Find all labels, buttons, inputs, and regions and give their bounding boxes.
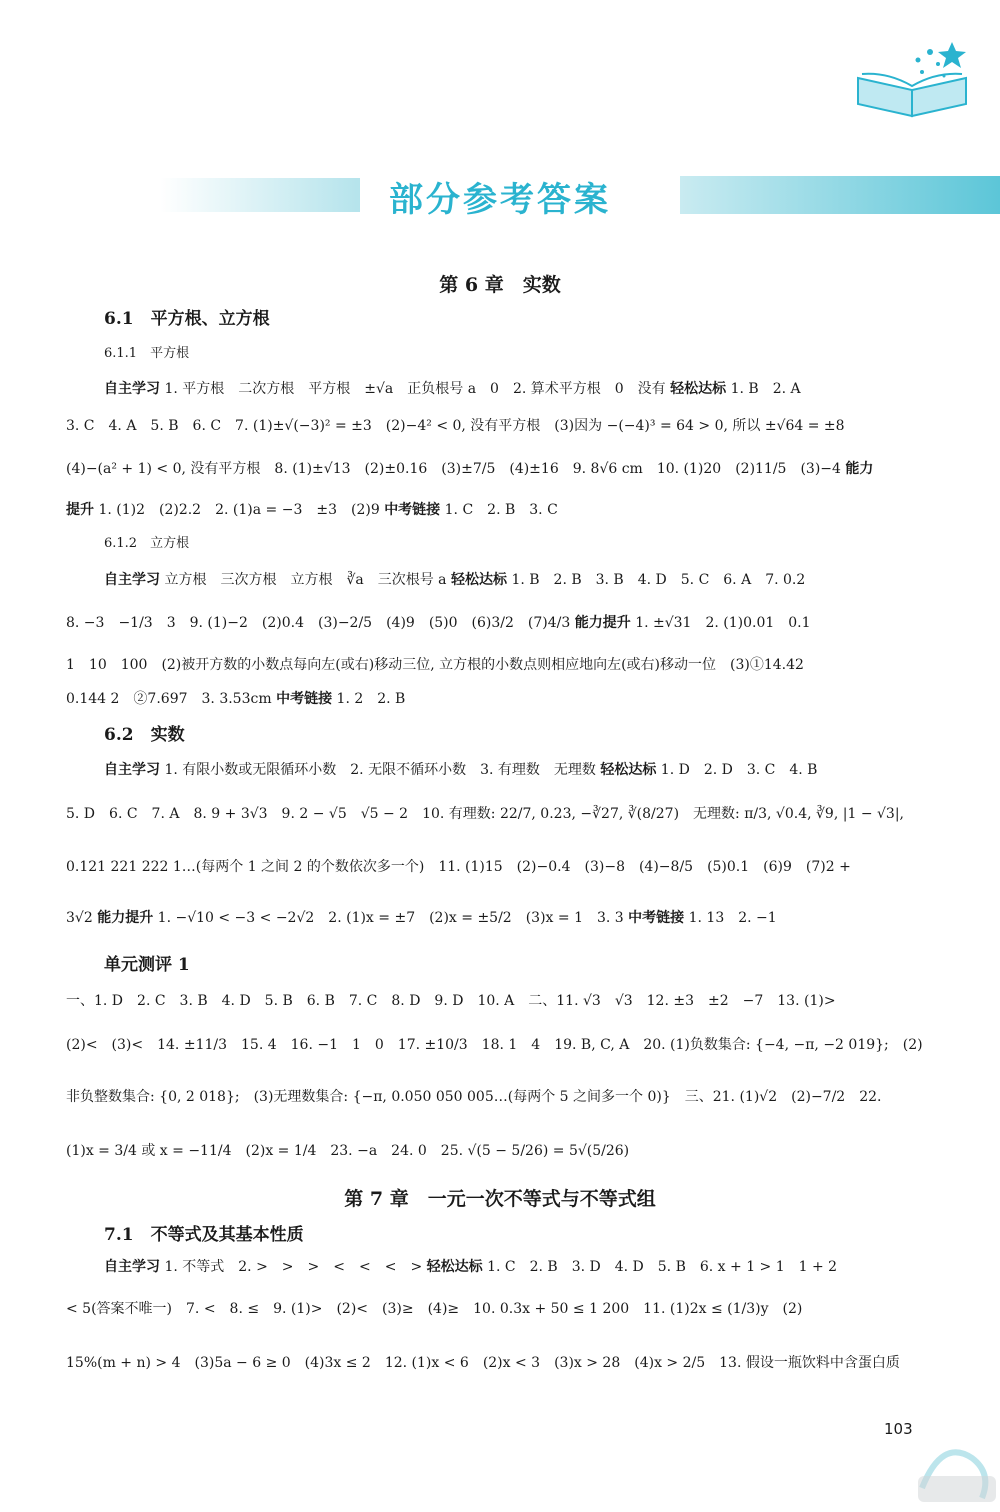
- answer-line: 1 10 100 (2)被开方数的小数点每向左(或右)移动三位, 立方根的小数点则相应地向左(或右)移动一位 (3)①14.42: [66, 657, 804, 673]
- unit-test-title: 单元测评 1: [104, 955, 190, 975]
- answer-line: 0.144 2 ②7.697 3. 3.53cm 中考链接 1. 2 2. B: [66, 691, 406, 707]
- answer-line: (4)−(a² + 1) < 0, 没有平方根 8. (1)±√13 (2)±0.16 (3)±7/5 (4)±16 9. 8√6 cm 10. (1)20 (2)11/5 (3)−4 能力: [66, 461, 874, 477]
- subsection-6-1-1-title: 6.1.1 平方根: [104, 346, 190, 361]
- answer-line: 自主学习 1. 有限小数或无限循环小数 2. 无限不循环小数 3. 有理数 无理数 轻松达标 1. D 2. D 3. C 4. B: [104, 762, 818, 778]
- answer-line: 3√2 能力提升 1. −√10 < −3 < −2√2 2. (1)x = ±7 (2)x = ±5/2 (3)x = 1 3. 3 中考链接 1. 13 2. −1: [66, 910, 777, 926]
- answer-line: 自主学习 立方根 三次方根 立方根 ∛a 三次根号 a 轻松达标 1. B 2. B 3. B 4. D 5. C 6. A 7. 0.2: [104, 572, 806, 588]
- answer-line: 3. C 4. A 5. B 6. C 7. (1)±√(−3)² = ±3 (2)−4² < 0, 没有平方根 (3)因为 −(−4)³ = 64 > 0, 所以 ±√64 = ±8: [66, 418, 845, 434]
- answer-line: 非负整数集合: {0, 2 018}; (3)无理数集合: {−π, 0.050 050 005…(每两个 5 之间多一个 0)} 三、21. (1)√2 (2)−7/2 22.: [66, 1089, 882, 1105]
- section-6-1-title: 6.1 平方根、立方根: [104, 309, 270, 329]
- watermark-logo-icon: [912, 1428, 1000, 1508]
- answer-line: 提升 1. (1)2 (2)2.2 2. (1)a = −3 ±3 (2)9 中考链接 1. C 2. B 3. C: [66, 502, 558, 518]
- answer-line: 自主学习 1. 平方根 二次方根 平方根 ±√a 正负根号 a 0 2. 算术平方根 0 没有 轻松达标 1. B 2. A: [104, 381, 801, 397]
- subsection-6-1-2-title: 6.1.2 立方根: [104, 536, 190, 551]
- answer-line: (1)x = 3/4 或 x = −11/4 (2)x = 1/4 23. −a 24. 0 25. √(5 − 5/26) = 5√(5/26): [66, 1143, 630, 1159]
- section-7-1-title: 7.1 不等式及其基本性质: [104, 1225, 304, 1245]
- section-6-2-title: 6.2 实数: [104, 725, 185, 745]
- answer-line: 5. D 6. C 7. A 8. 9 + 3√3 9. 2 − √5 √5 − 2 10. 有理数: 22/7, 0.23, −∛27, ∛(8/27) 无理数: π/3, √0.4, ∛9, |1 − √3|,: [66, 806, 904, 822]
- open-book-stars-icon: [852, 38, 978, 120]
- answer-line: 一、1. D 2. C 3. B 4. D 5. B 6. B 7. C 8. D 9. D 10. A 二、11. √3 √3 12. ±3 ±2 −7 13. (1)>: [66, 993, 836, 1009]
- answer-line: < 5(答案不唯一) 7. < 8. ≤ 9. (1)> (2)< (3)≥ (4)≥ 10. 0.3x + 50 ≤ 1 200 11. (1)2x ≤ (1/3)y (2): [66, 1301, 803, 1317]
- chapter-7-title: 第 7 章 一元一次不等式与不等式组: [344, 1188, 656, 1210]
- answer-line: (2)< (3)< 14. ±11/3 15. 4 16. −1 1 0 17. ±10/3 18. 1 4 19. B, C, A 20. (1)负数集合: {−4, −π, −2 019}; (2): [66, 1037, 923, 1053]
- answer-line: 0.121 221 222 1…(每两个 1 之间 2 的个数依次多一个) 11. (1)15 (2)−0.4 (3)−8 (4)−8/5 (5)0.1 (6)9 (7)2 +: [66, 859, 851, 875]
- answer-line: 8. −3 −1/3 3 9. (1)−2 (2)0.4 (3)−2/5 (4)9 (5)0 (6)3/2 (7)4/3 能力提升 1. ±√31 2. (1)0.01 0.1: [66, 615, 811, 631]
- chapter-6-title: 第 6 章 实数: [439, 274, 561, 296]
- answer-line: 15%(m + n) > 4 (3)5a − 6 ≥ 0 (4)3x ≤ 2 12. (1)x < 6 (2)x < 3 (3)x > 28 (4)x > 2/5 13. 假设一瓶饮料中含蛋白质: [66, 1355, 900, 1371]
- page-title: 部分参考答案: [389, 180, 611, 220]
- page-number: 103: [884, 1420, 913, 1438]
- answer-line: 自主学习 1. 不等式 2. > > > < < < > 轻松达标 1. C 2. B 3. D 4. D 5. B 6. x + 1 > 1 1 + 2: [104, 1259, 838, 1275]
